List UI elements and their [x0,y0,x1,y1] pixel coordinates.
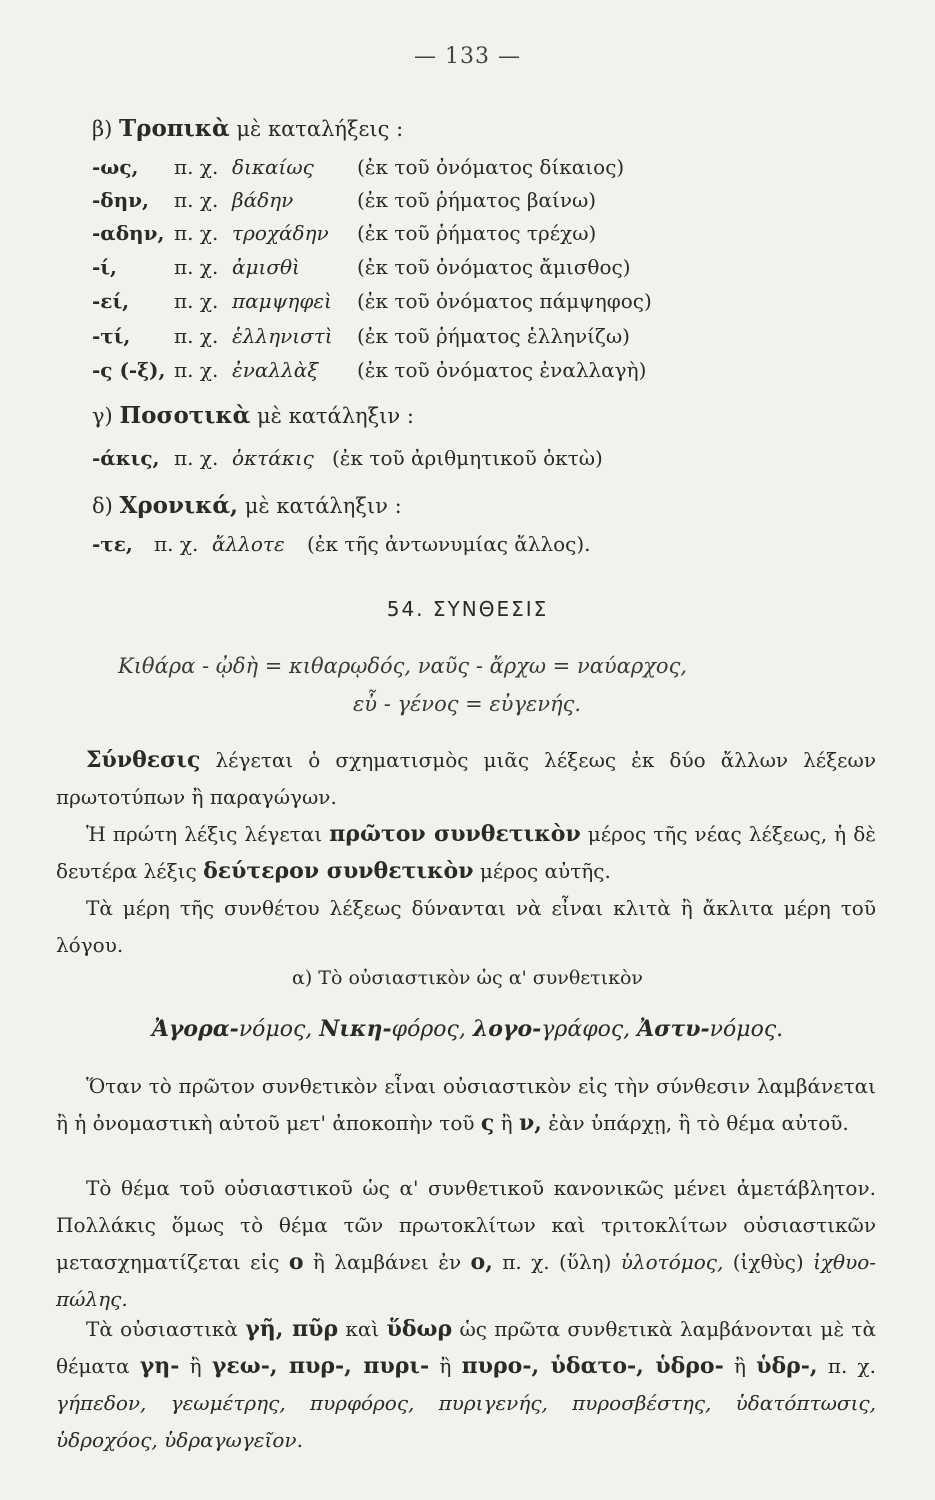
heading-gamma-title: Ποσοτικὰ [119,402,251,429]
term: γῆ, πῦρ [245,1316,339,1342]
pc-abbrev: π. χ. [174,221,219,245]
pc-abbrev: π. χ. [174,289,219,313]
letter-n: ν, [519,1110,542,1136]
example-word: ὀκτάκις [232,446,314,470]
heading-gamma-rest: μὲ κατάληξιν : [257,404,414,428]
suffix-row [92,532,591,556]
heading-delta-label: δ) [92,494,113,518]
page-number: — 133 — [414,44,521,69]
text: ἢ [189,1354,202,1378]
example-words: γήπεδον, γεωμέτρης, πυρφόρος, πυριγενής, πυροσβέστης, ὑδατόπτωσις, ὑδροχόος, ὑδραγωγεῖον. [56,1391,876,1452]
example-word: Ἀστυ- [637,1016,710,1042]
letter-o: ο, [470,1249,493,1275]
text: καὶ [345,1317,380,1341]
heading-delta-rest: μὲ κατάληξιν : [244,494,402,518]
suffix-row [92,255,631,279]
suffix-row [92,188,596,212]
source-note: (ἐκ τοῦ ῥήματος βαίνω) [357,188,597,212]
text: ἢ λαμβάνει ἐν [312,1250,462,1274]
suffix: -ως, [92,155,139,179]
example-word: νόμος, [238,1017,313,1042]
compound-examples-line-1: Κιθάρα - ᾠδὴ = κιθαρῳδός, ναῦς - ἄρχω = ναύαρχος, [118,654,687,678]
heading-beta [92,115,403,142]
heading-delta [92,492,402,519]
paragraph-nominative [56,1068,876,1142]
pc-abbrev: π. χ. [174,324,219,348]
text: Ἡ πρώτη λέξις λέγεται [86,822,323,846]
pc-abbrev: π. χ. [174,255,219,279]
pc-abbrev: π. χ. [174,188,219,212]
suffix: -αδην, [92,221,165,245]
paragraph-definition [56,742,876,816]
suffix-row [92,324,630,348]
example-word: φόρος, [391,1017,466,1042]
example-word: δικαίως [232,155,314,179]
text: Τὰ μέρη τῆς συνθέτου λέξεως δύνανται νὰ εἶναι κλιτὰ ἢ ἄκλιτα μέρη τοῦ λόγου. [56,896,876,957]
paragraph-stem [56,1170,876,1318]
term-first-component: πρῶτον συνθετικὸν [329,821,581,847]
paragraph-parts [56,816,876,890]
suffix-row [92,221,596,245]
term-synthesis: Σύνθεσις [86,747,201,773]
suffix: -τί, [92,324,131,348]
stem: ὑδρ-, [756,1353,818,1379]
letter-s: ς [480,1110,495,1136]
example-word: Νικη- [319,1016,392,1042]
suffix: -ί, [92,255,117,279]
source-note: (ἐκ τοῦ ὀνόματος ἐναλλαγὴ) [357,358,647,382]
term-second-component: δεύτερον συνθετικὸν [203,858,474,884]
heading-gamma [92,402,414,429]
text: Τὸ θέμα τοῦ οὐσιαστικοῦ ὡς α' συνθετικοῦ κανονικῶς μένει ἀμετάβλητον. Πολλάκις ὅμως τὸ θέμα τῶν πρωτοκλίτων καὶ τριτοκλίτων οὐσιαστικῶν μετασχηματίζεται εἰς [56,1176,876,1274]
source-note: (ἐκ τοῦ ἀριθμητικοῦ ὀκτὼ) [332,446,603,470]
heading-beta-rest: μὲ καταλήξεις : [236,117,404,141]
example-word: βάδην [232,188,294,212]
text: ἢ [733,1354,746,1378]
suffix: -ς (-ξ), [92,358,166,382]
example-word: ὑλοτόμος, [620,1250,724,1274]
text: ἐὰν ὑπάρχῃ, ἢ τὸ θέμα αὐτοῦ. [548,1111,849,1135]
stem: γεω-, πυρ-, πυρι- [211,1353,430,1379]
source-note: (ἐκ τοῦ ὀνόματος πάμψηφος) [357,289,652,313]
suffix: -άκις, [92,446,160,470]
suffix-row [92,155,624,179]
text: (ἰχθὺς) [732,1250,804,1274]
example-word: Ἀγορα- [151,1016,239,1042]
suffix: -τε, [92,532,133,556]
paragraph-earth-fire-water [56,1311,876,1459]
source-note: (ἐκ τοῦ ῥήματος ἑλληνίζω) [357,324,630,348]
stem: γη- [139,1353,180,1379]
paragraph-parts-of-speech [56,890,876,964]
heading-delta-title: Χρονικά, [119,492,239,519]
section-title: 54. ΣΥΝΘΕΣΙΣ [386,597,549,621]
text: Τὰ οὐσιαστικὰ [86,1317,238,1341]
source-note: (ἐκ τοῦ ῥήματος τρέχω) [357,221,597,245]
example-word: ἰχθυο-πώλης. [56,1250,877,1311]
example-word: ἑλληνιστὶ [232,324,333,348]
text: π. χ. [827,1354,877,1378]
subsection-examples [0,1016,935,1042]
example-word: παμψηφεὶ [232,289,332,313]
suffix-row [92,289,652,313]
pc-abbrev: π. χ. [154,532,199,556]
example-word: τροχάδην [232,221,329,245]
text: ἢ [439,1354,452,1378]
stem: πυρο-, ὑδατο-, ὑδρο- [461,1353,724,1379]
suffix-row [92,358,646,382]
pc-abbrev: π. χ. [174,446,219,470]
subsection-title: α) Τὸ οὐσιαστικὸν ὡς α' συνθετικὸν [292,967,643,989]
example-word: ἐναλλὰξ [232,358,319,382]
suffix: -εί, [92,289,130,313]
text: ὡς πρῶτα συνθετικὰ λαμβάνονται μὲ τὰ θέματα [56,1317,876,1378]
suffix-row [92,446,603,470]
example-word: λογο- [472,1016,542,1042]
text: μέρος αὐτῆς. [479,859,611,883]
suffix: -δην, [92,188,150,212]
source-note: (ἐκ τοῦ ὀνόματος δίκαιος) [357,155,625,179]
text: π. χ. (ὕλη) [502,1250,612,1274]
example-word: γράφος, [541,1017,631,1042]
example-word: νόμος. [709,1017,784,1042]
heading-beta-title: Τροπικὰ [119,115,230,142]
example-word: ἀμισθὶ [232,255,300,279]
text: μέρος τῆς νέας λέξεως, ἡ δὲ δευτέρα λέξις [56,822,876,883]
text: ἢ [500,1111,513,1135]
example-word: ἄλλοτε [212,532,285,556]
compound-examples-line-2: εὖ - γένος = εὐγενής. [353,692,582,716]
source-note: (ἐκ τοῦ ὀνόματος ἄμισθος) [357,255,631,279]
pc-abbrev: π. χ. [174,155,219,179]
source-note: (ἐκ τῆς ἀντωνυμίας ἄλλος). [307,532,591,556]
text: Ὅταν τὸ πρῶτον συνθετικὸν εἶναι οὐσιαστικὸν εἰς τὴν σύνθεσιν λαμβάνεται ἢ ἡ ὀνομαστικὴ αὐτοῦ μετ' ἀποκοπὴν τοῦ [56,1074,876,1135]
definition-text: λέγεται ὁ σχηματισμὸς μιᾶς λέξεως ἐκ δύο ἄλλων λέξεων πρωτοτύπων ἢ παραγώγων. [56,748,877,809]
heading-gamma-label: γ) [92,404,113,428]
heading-beta-label: β) [92,117,113,141]
letter-o: ο [288,1249,304,1275]
term: ὕδωρ [386,1316,453,1342]
pc-abbrev: π. χ. [174,358,219,382]
